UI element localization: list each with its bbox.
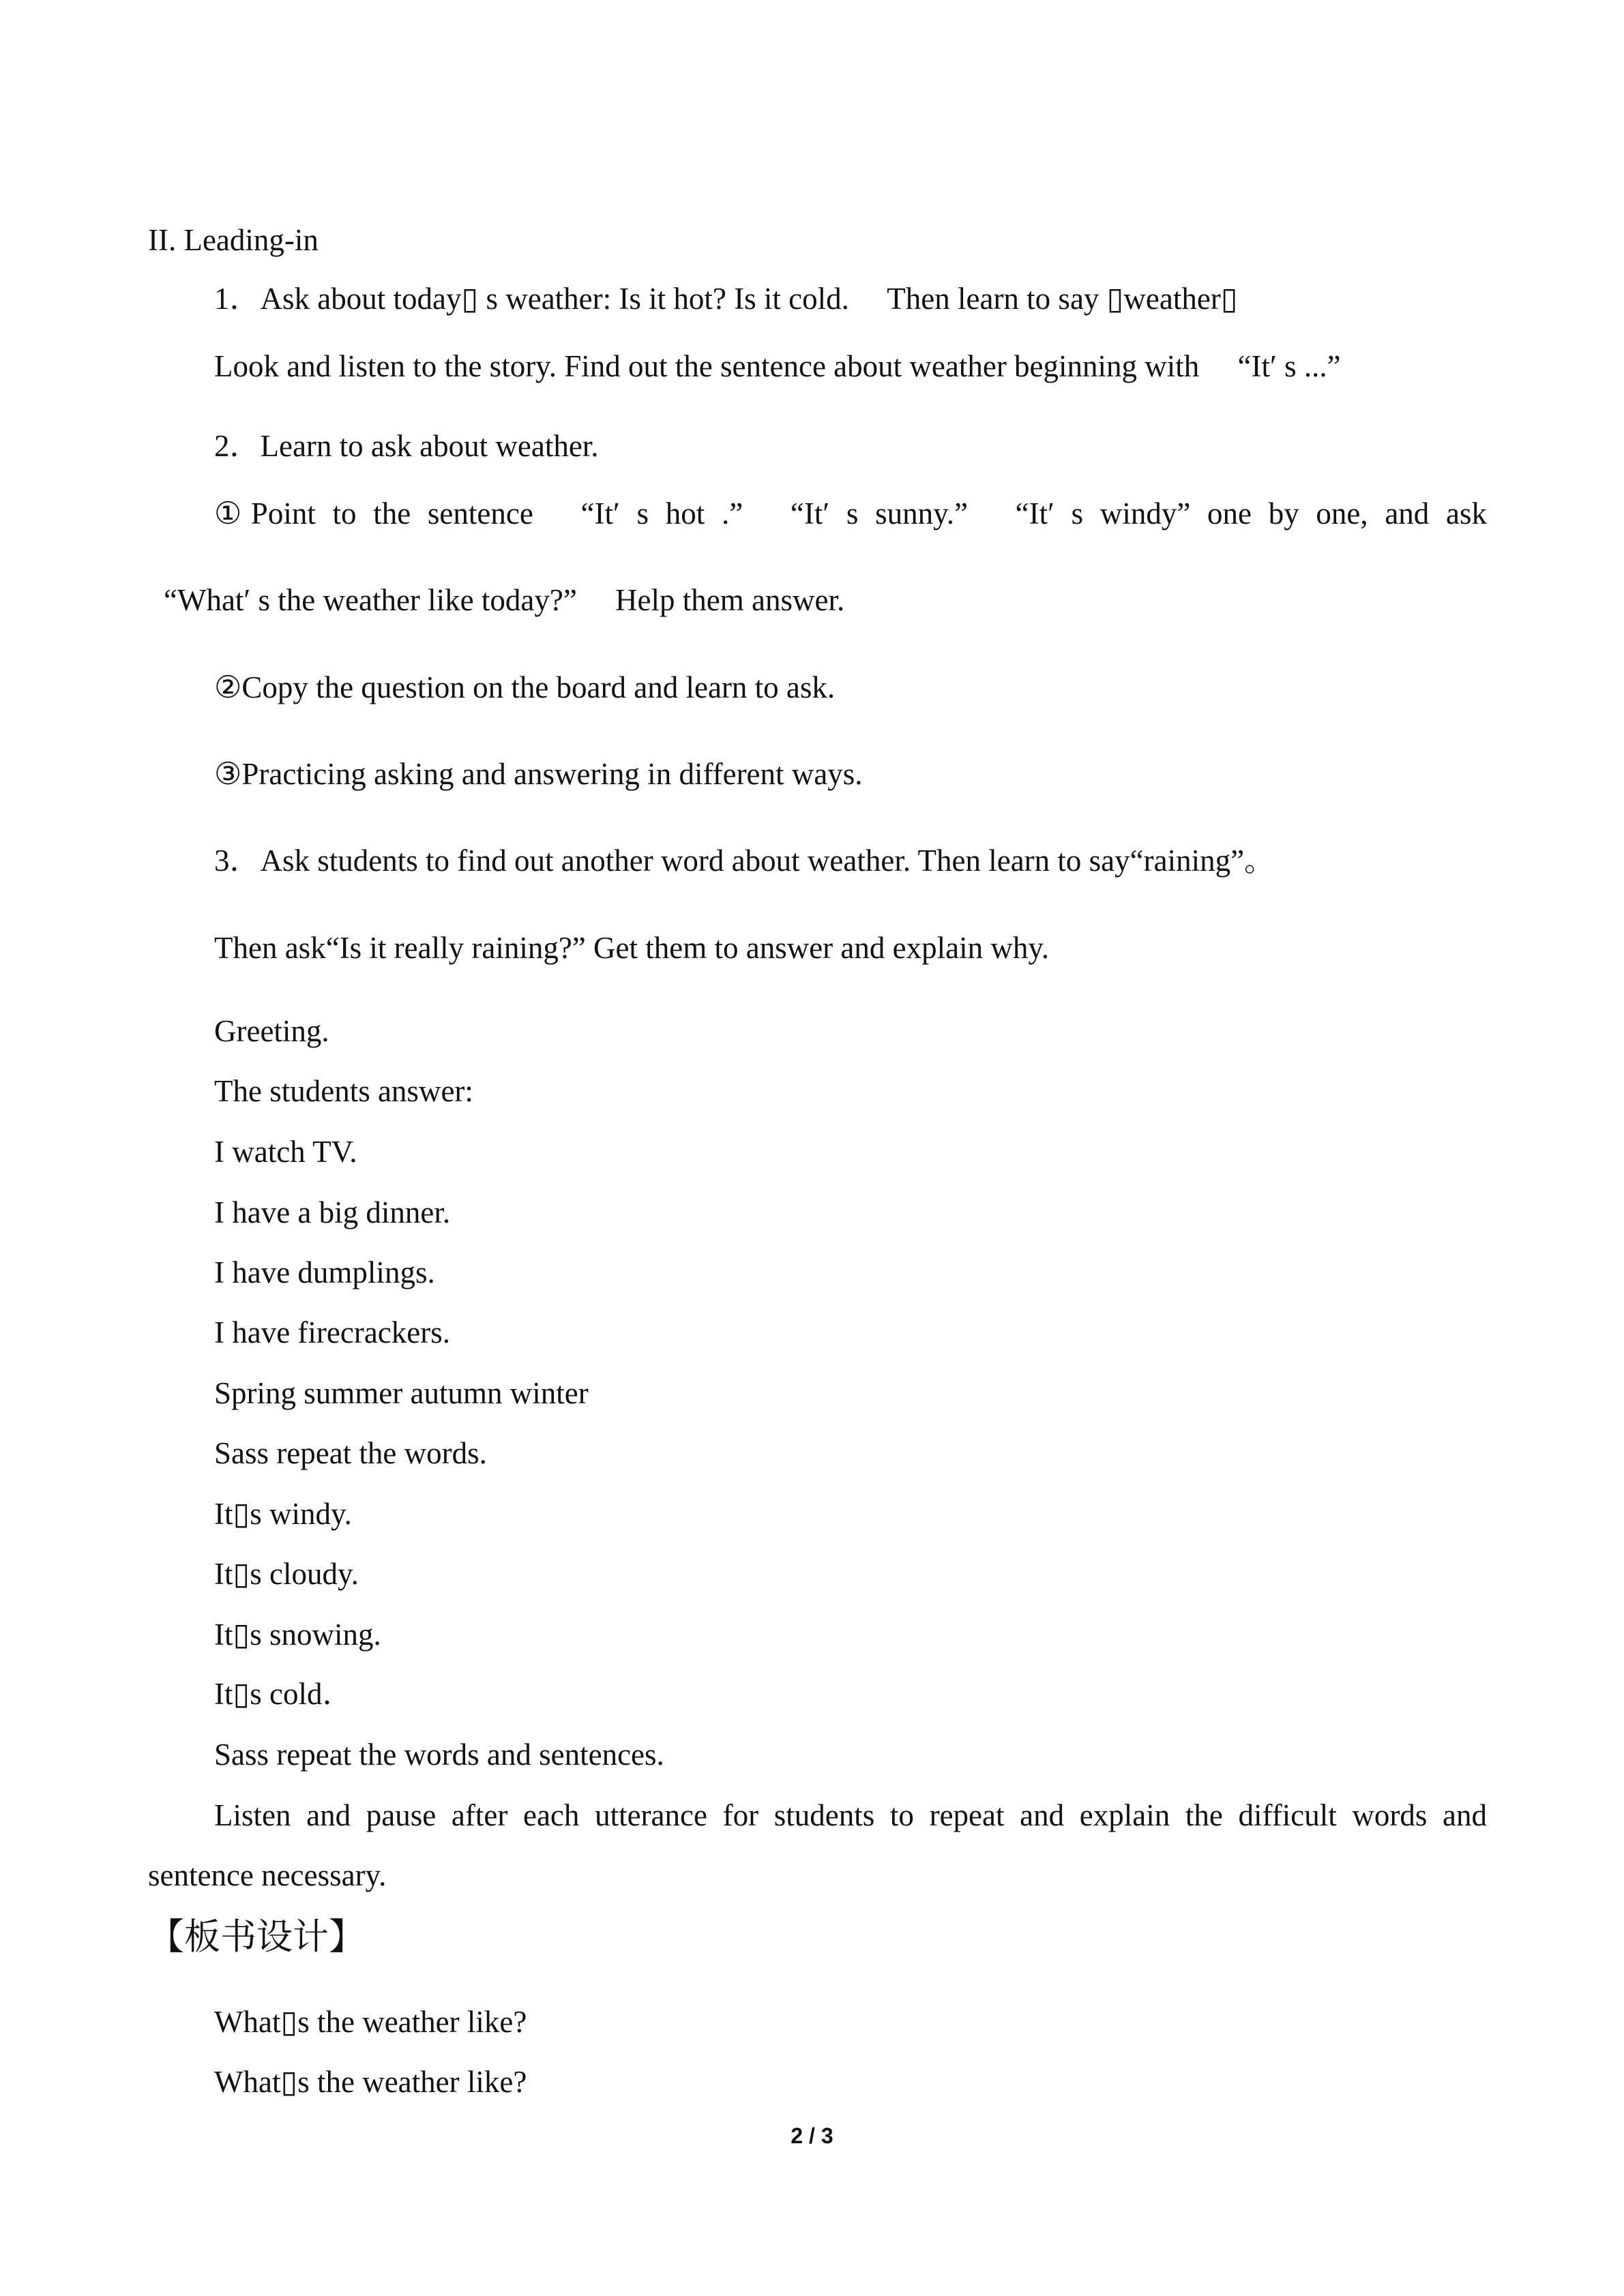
board-line: What▯s the weather like? — [214, 2065, 527, 2099]
paragraph-line: ②Copy the question on the board and learn to ask. — [214, 670, 836, 704]
paragraph-line: Look and listen to the story. Find out the sentence about weather beginning with “It′ s ...” — [214, 349, 1341, 383]
board-line: What▯s the weather like? — [214, 2005, 527, 2039]
paragraph-line: 3．Ask students to find out another word about weather. Then learn to say“raining”。 — [214, 844, 1275, 878]
paragraph-line: I have firecrackers. — [214, 1315, 451, 1350]
paragraph-line: The students answer: — [214, 1074, 473, 1108]
paragraph-line: It▯s cold． — [214, 1677, 353, 1711]
paragraph-line: Sass repeat the words and sentences. — [214, 1738, 664, 1772]
board-design-heading: 【板书设计】 — [148, 1916, 365, 1958]
paragraph-line: 2．Learn to ask about weather. — [214, 429, 599, 463]
paragraph-line: Listen and pause after each utterance for students to repeat and explain the difficult words and — [214, 1798, 1487, 1832]
paragraph-line: 1．Ask about today▯ s weather: Is it hot? Is it cold. Then learn to say ▯weather▯ — [214, 282, 1238, 316]
paragraph-line: I watch TV. — [214, 1135, 357, 1169]
paragraph-line: Then ask“Is it really raining?” Get them to answer and explain why. — [214, 931, 1050, 965]
paragraph-line: It▯s cloudy. — [214, 1557, 359, 1591]
paragraph-line: It▯s snowing. — [214, 1617, 381, 1652]
paragraph-line: sentence necessary. — [148, 1858, 387, 1892]
section-title: II. Leading-in — [148, 223, 319, 257]
paragraph-line: I have dumplings. — [214, 1255, 435, 1289]
paragraph-line: ①Point to the sentence “It′ s hot .” “It′ s sunny.” “It′ s windy” one by one, and ask — [214, 496, 1487, 531]
paragraph-line: Spring summer autumn winter — [214, 1376, 589, 1410]
paragraph-line: Greeting. — [214, 1014, 329, 1048]
paragraph-line: ③Practicing asking and answering in different ways. — [214, 757, 863, 791]
paragraph-line: Sass repeat the words. — [214, 1436, 487, 1470]
paragraph-line: “What′ s the weather like today?” Help them answer. — [164, 583, 845, 617]
paragraph-line: I have a big dinner. — [214, 1195, 451, 1229]
paragraph-line: It▯s windy. — [214, 1497, 352, 1531]
page-number: 2 / 3 — [791, 2123, 833, 2148]
